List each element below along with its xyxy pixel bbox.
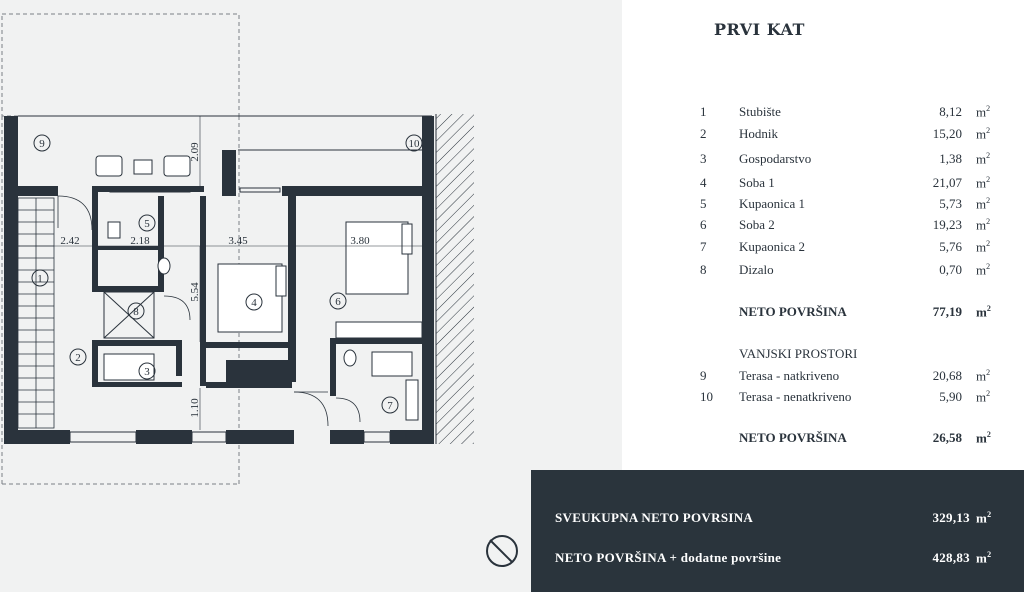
row-area: 0,70	[939, 262, 962, 277]
row-name: Terasa - natkriveno	[739, 368, 840, 383]
row-area: 1,38	[939, 151, 962, 166]
row-unit: $m^2$	[976, 389, 991, 405]
row-area: 26,58	[932, 430, 962, 445]
row-unit: $m^2$	[976, 262, 991, 278]
row-name: Soba 2	[739, 217, 775, 232]
outdoor-row	[622, 368, 1024, 388]
row-unit: $m^2$	[976, 368, 991, 384]
row-area: 21,07	[932, 175, 962, 190]
row-area: 20,68	[932, 368, 962, 383]
row-area: 19,23	[932, 217, 962, 232]
room-row	[622, 126, 1024, 146]
room-row	[622, 151, 1024, 171]
room-marker-10: 10	[408, 138, 420, 150]
row-number: 10	[700, 389, 713, 404]
summary-panel	[531, 470, 1024, 592]
neto-interior-row	[622, 304, 1024, 324]
outdoor-row	[622, 389, 1024, 409]
room-marker-8: 8	[133, 306, 139, 318]
row-area: 8,12	[939, 104, 962, 119]
row-number: 2	[700, 126, 707, 141]
row-unit: $m^2$	[976, 304, 991, 320]
dimension-2-42: 2.42	[60, 235, 80, 247]
row-name: Kupaonica 1	[739, 196, 806, 211]
room-row	[622, 104, 1024, 124]
row-number: 3	[700, 151, 707, 166]
row-name: Stubište	[739, 104, 781, 119]
terrace-outline-upper	[2, 14, 239, 116]
room-marker-9: 9	[39, 138, 45, 150]
row-name: NETO POVRŠINA	[739, 430, 847, 445]
row-number: 9	[700, 368, 707, 383]
row-name: Soba 1	[739, 175, 775, 190]
row-unit: $m^2$	[976, 126, 991, 142]
room-row	[622, 217, 1024, 237]
room-row	[622, 239, 1024, 259]
doors	[58, 196, 360, 426]
dimension-2-09: 2.09	[189, 142, 201, 162]
room-row	[622, 196, 1024, 216]
row-unit: $m^2$	[976, 175, 991, 191]
room-marker-1: 1	[37, 273, 43, 285]
row-number: 5	[700, 196, 707, 211]
row-unit: $m^2$	[976, 104, 991, 120]
row-number: 7	[700, 239, 707, 254]
summary-row-additional: NETO POVRŠINA + dodatne površine 428,83 $m^2$	[555, 550, 992, 566]
neto-outdoor-row	[622, 430, 1024, 450]
room-row	[622, 175, 1024, 195]
room-row	[622, 262, 1024, 282]
row-area: 5,73	[939, 196, 962, 211]
room-marker-6: 6	[335, 296, 341, 308]
row-area: 15,20	[932, 126, 962, 141]
row-number: 8	[700, 262, 707, 277]
dimension-5-54: 5.54	[189, 282, 201, 302]
row-name: Dizalo	[739, 262, 774, 277]
summary-row-total: SVEUKUPNA NETO POVRSINA 329,13 $m^2$	[555, 510, 992, 526]
outdoor-heading: VANJSKI PROSTORI	[739, 346, 858, 361]
room-marker-5: 5	[144, 218, 150, 230]
row-name: Kupaonica 2	[739, 239, 806, 254]
row-unit: $m^2$	[976, 151, 991, 167]
row-number: 4	[700, 175, 707, 190]
room-marker-4: 4	[251, 297, 257, 309]
room-marker-3: 3	[144, 366, 150, 378]
dimension-1-10: 1.10	[189, 398, 201, 418]
row-area: 5,76	[939, 239, 962, 254]
row-name: Gospodarstvo	[739, 151, 812, 166]
row-number: 1	[700, 104, 707, 119]
row-unit: $m^2$	[976, 239, 991, 255]
row-area: 77,19	[932, 304, 962, 319]
stairs	[18, 198, 54, 428]
row-area: 5,90	[939, 389, 962, 404]
north-arrow-icon	[487, 536, 517, 566]
row-name: Terasa - nenatkriveno	[739, 389, 852, 404]
dimension-2-18: 2.18	[130, 235, 150, 247]
row-unit: $m^2$	[976, 430, 991, 446]
dimension-3-80: 3.80	[350, 235, 370, 247]
area-table	[622, 0, 1024, 470]
room-marker-2: 2	[75, 352, 81, 364]
row-unit: $m^2$	[976, 196, 991, 212]
row-unit: $m^2$	[976, 217, 991, 233]
row-number: 6	[700, 217, 707, 232]
row-name: NETO POVRŠINA	[739, 304, 847, 319]
room-marker-7: 7	[387, 400, 393, 412]
hatched-wall	[436, 114, 474, 444]
floor-title: PRVI KAT	[714, 20, 805, 39]
dimension-3-45: 3.45	[228, 235, 248, 247]
row-name: Hodnik	[739, 126, 778, 141]
